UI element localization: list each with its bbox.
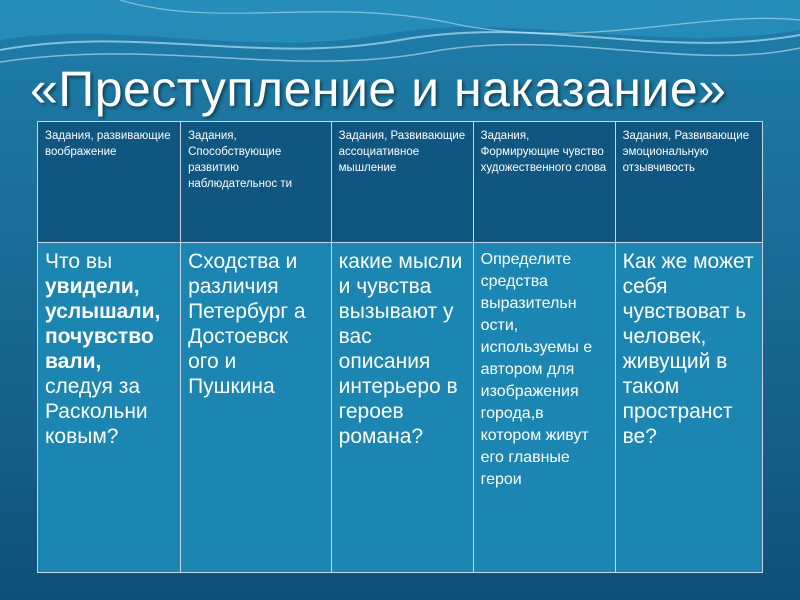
task-cell-artistic-word: Определите средства выразительн ости, используемы е автором для изображения города,в котором живут его главные герои [473,243,615,573]
header-cell-observation: Задания, Способствующие развитию наблюдательнос ти [181,122,332,243]
header-cell-artistic-word: Задания, Формирующие чувство художественного слова [473,122,615,243]
task-cell-emotional: Как же может себя чувствоват ь человек, живущий в таком пространст ве? [615,243,762,573]
task-text: Что вы [45,250,113,273]
table-header-row [38,122,763,243]
tasks-table [37,121,763,573]
task-cell-associative: какие мысли и чувства вызывают у вас описания интерьеро в героев романа? [331,243,473,573]
header-cell-imagination: Задания, развивающие воображение [38,122,181,243]
header-cell-emotional: Задания, Развивающие эмоциональную отзывчивость [615,122,762,243]
header-cell-associative: Задания, Развивающие ассоциативное мышление [331,122,473,243]
task-text: следуя за Раскольни ковым? [45,375,148,448]
task-cell-imagination [38,243,181,573]
table-row [38,243,763,573]
task-text-bold: увидели, услышали, почувство вали, [45,275,161,373]
task-cell-observation: Сходства и различия Петербург а Достоевск ого и Пушкина [181,243,332,573]
slide-title: «Преступление и наказание» [30,61,727,117]
